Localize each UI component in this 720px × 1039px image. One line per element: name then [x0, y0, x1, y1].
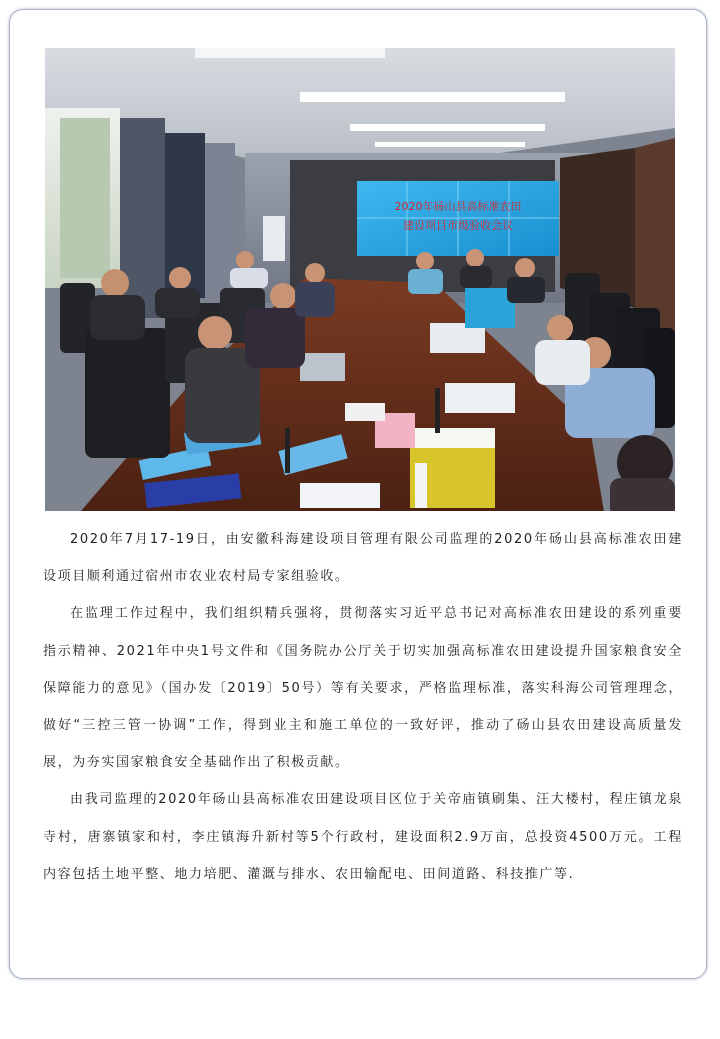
paper-stack — [300, 483, 380, 508]
curtain — [205, 143, 235, 293]
meeting-photo — [45, 48, 675, 511]
ceiling-light — [300, 92, 565, 102]
microphone — [435, 388, 440, 433]
window-view — [60, 118, 110, 278]
screen-title-line2: 建设项目市级验收会议 — [403, 219, 513, 232]
laptop — [300, 353, 345, 381]
ceiling-light — [350, 124, 545, 131]
binder-top — [410, 428, 495, 448]
ceiling-light — [195, 48, 385, 58]
tissue-box — [345, 403, 385, 421]
article-body — [43, 521, 683, 893]
microphone — [285, 428, 290, 473]
chair — [85, 328, 170, 458]
air-conditioner — [263, 216, 285, 261]
paper-stack — [445, 383, 515, 413]
cup — [415, 463, 427, 508]
article-paragraph: 由我司监理的2020年砀山县高标准农田建设项目区位于关帝庙镇刷集、汪大楼村，程庄镇龙泉寺村，唐寨镇家和村，李庄镇海升新村等5个行政村，建设面积2.9万亩，总投资4500万元。工程内容包括土地平整、地力培肥、灌溉与排水、农田输配电、田间道路、科技推广等. — [43, 792, 683, 882]
article-paragraph: 2020年7月17-19日，由安徽科海建设项目管理有限公司监理的2020年砀山县高标准农田建设项目顺利通过宿州市农业农村局专家组验收。 — [43, 532, 683, 585]
screen-title-line1: 2020年砀山县高标准农田 — [394, 200, 522, 213]
ceiling-light — [375, 142, 525, 147]
article-paragraph: 在监理工作过程中，我们组织精兵强将，贯彻落实习近平总书记对高标准农田建设的系列重要指示精神、2021年中央1号文件和《国务院办公厅关于切实加强高标准农田建设提升国家粮食安全保障能力的意见》（国办发〔2019〕50号）等有关要求，严格监理标准，落实科海公司管理理念，做好“三控三管一协调”工作，得到业主和施工单位的一致好评，推动了砀山县农田建设高质量发展，为夯实国家粮食安全基础作出了积极贡献。 — [43, 606, 683, 771]
